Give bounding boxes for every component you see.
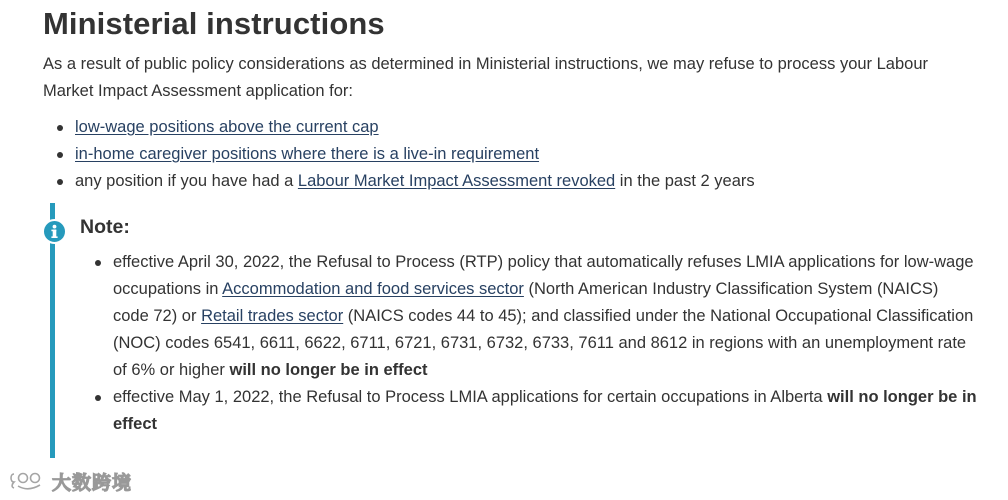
list-item bbox=[43, 114, 755, 141]
note-callout bbox=[50, 203, 980, 458]
low-wage-cap-link[interactable]: low-wage positions above the current cap bbox=[75, 118, 379, 136]
list-item-text: any position if you have had a bbox=[75, 172, 298, 190]
note-item-emphasis: will no longer be in effect bbox=[229, 361, 428, 379]
retail-trades-sector-link[interactable]: Retail trades sector bbox=[201, 307, 344, 325]
note-item-text: (NAICS codes 44 to 45); and classified under the National Occupational Classification (NOC) codes 6541, 6611, 6622, 6711, 6721, 6731, 6732, 6733, 7611 and 8612 in regions with an unemployment rate of 6% or higher bbox=[113, 307, 974, 379]
watermark-logo-icon bbox=[8, 470, 46, 492]
note-item-text: effective April 30, 2022, the Refusal to Process (RTP) policy that automatically refuses LMIA applications for low-wage occupations in bbox=[113, 253, 974, 298]
page-title: Ministerial instructions bbox=[43, 6, 385, 41]
note-items-list bbox=[87, 249, 977, 438]
list-item-text: in the past 2 years bbox=[615, 172, 755, 190]
list-item bbox=[43, 168, 755, 195]
refusal-reasons-list bbox=[43, 114, 755, 195]
list-item bbox=[43, 141, 755, 168]
note-item-text: effective May 1, 2022, the Refusal to Process LMIA applications for certain occupations in Alberta bbox=[113, 388, 828, 406]
info-icon bbox=[42, 219, 67, 244]
note-item bbox=[87, 249, 977, 384]
intro-paragraph: As a result of public policy considerations as determined in Ministerial instructions, we may refuse to process your Labour Market Impact Assessment application for: bbox=[43, 55, 928, 100]
note-item-emphasis: will no longer be in effect bbox=[113, 388, 977, 433]
note-title: Note: bbox=[80, 216, 130, 238]
lmia-revoked-link[interactable]: Labour Market Impact Assessment revoked bbox=[297, 172, 616, 190]
note-item bbox=[87, 384, 977, 438]
watermark-text: 大数跨境 bbox=[52, 471, 133, 494]
in-home-caregiver-link[interactable]: in-home caregiver positions where there is a live-in requirement bbox=[75, 145, 540, 163]
accommodation-food-sector-link[interactable]: Accommodation and food services sector bbox=[222, 280, 524, 298]
watermark bbox=[8, 468, 132, 494]
note-item-text: (North American Industry Classification System (NAICS) code 72) or bbox=[113, 280, 939, 325]
